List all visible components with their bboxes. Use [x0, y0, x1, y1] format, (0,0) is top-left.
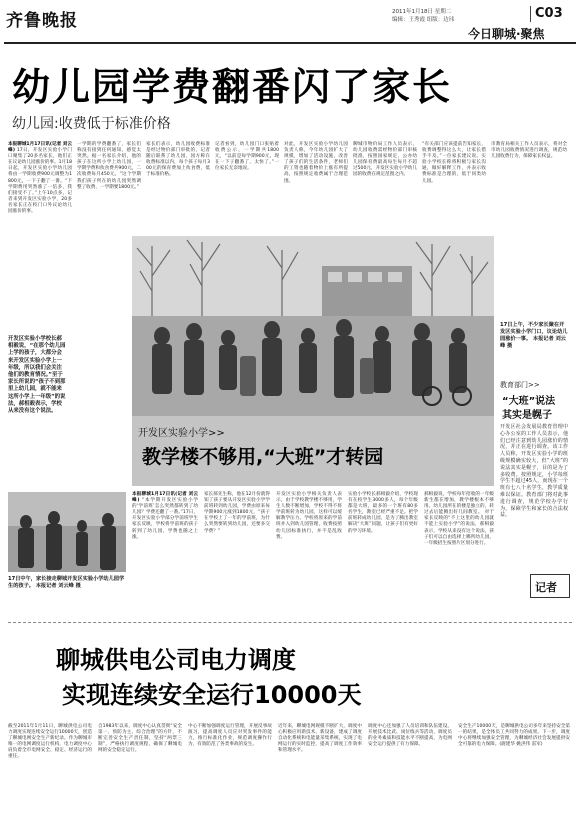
article1-subtitle: 幼儿园:收费低于标准价格	[12, 116, 171, 132]
article2-col-4-text: 实验小学校长郝相毅介绍，学校现有在校学生3000多人，每个年级都是大班，最多的一个班有80多名学生，教室已经严重不足。把学前班转成幼儿园，是为了腾出教室解决“大班”问题，让孩子们有更好的学习环境。	[348, 492, 418, 534]
article3-col-5	[368, 724, 452, 816]
photo1-caption	[500, 322, 568, 372]
article3-col-6-text: 安全生产10000天，是聊城供电公司多年来坚持安全第一的结果，是全体员工共同努力的成果。下一步，调度中心将继续加强安全管理，为聊城经济社会发展提供安全可靠的电力保障。(鹿建华 姚洪伟 雷军)	[458, 724, 570, 748]
sidebar-title-line1: “大班”说法	[502, 396, 556, 407]
vertical-divider	[530, 6, 531, 22]
article3-col-1-text: 截至2011年1月11日，聊城供电公司电力调度实现连续安全运行10000天，创造了聊城电网安全生产新纪录。作为聊城市唯一的电网调度运行机构，电力调度中心肩负着全市电网安全、稳定、经济运行的重任。	[8, 724, 92, 760]
article3-col-4	[278, 724, 362, 816]
photo-parents-pickup	[8, 492, 126, 572]
article1-col-1	[8, 142, 72, 302]
article1-col-8	[491, 142, 567, 232]
article1-col-7-text: “有关部门应该提前告知家长，收费调整得这么大，让家长措手不及。”一位家长建议说。实验小学校长称将积极与家长沟通，做好解释工作，并表示收费标准是合理的，低于同类幼儿园。	[422, 142, 486, 184]
editor-line: 编辑：王秀霞 组版：边玮	[392, 17, 455, 23]
photo-pickup-illustration	[8, 492, 126, 572]
article2-col-5-text: 郝相毅说，学校每年招收的一年级新生都在增加，教学楼根本不够用。幼儿园所在的楼是独立的，转过去后能腾出好几间教室。	[424, 492, 494, 516]
article2-byline: 本报聊城1月17日讯(记者 刘云峰)	[132, 492, 198, 504]
article3-col-2	[98, 724, 182, 816]
section-title: 今日聊城·聚焦	[468, 27, 545, 41]
article3-col-2-text: 自1983年以来，调度中心认真贯彻“安全第一、预防为主、综合治理”的方针，不断完善安全生产责任制，坚持“两票三制”，严格执行调度规程，确保了聊城电网的安全稳定运行。	[98, 724, 182, 754]
article1-col-5-text: 对此，开发区实验小学幼儿园负责人称，今年幼儿园扩大了规模，增加了活动设施，改善了孩子们的生活条件，老师们的工资也随着物价上涨有所提高，按照规定收费属于合理范围。	[284, 142, 348, 184]
article2-col-1	[132, 492, 198, 608]
article1-col-3	[146, 142, 210, 232]
newspaper-logo: 齐鲁晚报	[6, 11, 78, 31]
sidebar-heading: 教育部门>>	[500, 381, 540, 389]
photo-parents-at-school-gate	[132, 236, 494, 416]
page-number: C03	[535, 6, 563, 21]
reporter-badge-label: 记者	[535, 581, 557, 594]
article2-col-6-text: 对于家长反映的“不上这里的幼儿园就不能上实验小学”的说法，郝相毅表示，学校从来没有这个说法，孩子们可以自由选择上哪所幼儿园，一年级招生按照片区划分进行。	[424, 510, 494, 546]
date-line: 2011年1月18日 星期二	[392, 9, 452, 15]
article2-col-5	[424, 492, 494, 608]
masthead-rule	[4, 42, 576, 44]
article1-col-4	[215, 142, 279, 232]
masthead	[0, 0, 580, 42]
photo-scene-illustration	[132, 236, 494, 416]
reporter-badge	[530, 574, 570, 598]
article2-col-1-text: “本学期开发区实验小学的‘学前班’怎么突然都转到了幼儿园？学费还翻了一番。”17日，开发区实验小学部分学前班学生家长反映，学校将学前班的孩子转到了幼儿园，学费也随之上涨。	[132, 498, 199, 540]
photo3-caption	[8, 576, 126, 616]
article2-col-2-text: 家长郝先生称，他在12月份就得知了孩子要从开发区实验小学学前班转到幼儿园，学费由原来每学期900元涨到1800元，“孩子在学校上了一年的学前班，为什么突然要转到幼儿园，还要多交学费？”	[204, 492, 270, 534]
article3-col-3	[188, 724, 272, 816]
article3-col-5-text: 调度中心还加强了人员培训和队伍建设，开展技术比武、岗位练兵等活动，调度员的业务素质和技能水平不断提高，为电网安全运行提供了有力保障。	[368, 724, 452, 748]
article1-col-2-text: 一学期的学费翻番了，家长们称没有接到任何通知，感觉太突然。据一名家长介绍，他的孩子在这所小学上幼儿园，一学期学费和伙食费共900元，二次收费每月450元。“这个学期我们孩子所在的幼儿园突然调整了收费，一学期要1800元。”	[77, 142, 141, 190]
sidebar-title-line2: 其实是幌子	[502, 410, 552, 421]
section-divider	[8, 622, 572, 623]
article1-title: 幼儿园学费翻番闪了家长	[12, 65, 453, 109]
article2-kicker: 开发区实验小学>>	[138, 428, 225, 439]
photo3-caption-text: 17日中午，家长接走聊城开发区实验小学幼儿园学生的孩子。 本报记者 刘云峰 摄	[8, 576, 125, 589]
article1-col-6-text: 聊城市物价局工作人员表示，幼儿园收费需经物价部门审核批准，按照国家规定，公办幼儿园保育费最高每生每月不超过500元，开发区实验小学幼儿园的收费在规定范围之内。	[353, 142, 417, 178]
pull-quote	[8, 336, 66, 415]
article1-col-6	[353, 142, 417, 232]
article3-col-4-text: 近年来，聊城电网规模不断扩大，调度中心积极应用新技术、新设备，建成了调度自动化系统和电能量采集系统，实现了电网运行的实时监控，提高了调度工作效率和管理水平。	[278, 724, 362, 754]
sidebar-body-text: 开发区社会发展局教育管理中心办公室的工作人员表示，他们已经注意到幼儿园涨价的情况，并正在进行调查。该工作人员称，开发区实验小学的班级规模确实较大，但“大班”的说法其实是幌子，目的是为了多收费。按照规定，小学每班学生不超过45人，而现在一个班有七八十名学生，教学质量难以保证。教育部门将对此事进行调查，规范学校办学行为，保障学生和家长的合法权益。	[500, 424, 568, 519]
pull-quote-text: 开发区实验小学校长郝相毅说，“在那个幼儿园上学的孩子，大都分会来开发区实验小学上一年级，所以我们会关注他们的教育情况。”至于家长所说的“孩子不到那里上幼儿园，就不能来这所小学上一年级”的说法，郝相毅表示，学校从来没有这个说法。	[8, 336, 66, 415]
article2-title: 教学楼不够用,“大班”才转园	[142, 446, 384, 468]
article1-col-7	[422, 142, 486, 232]
sidebar-body	[500, 424, 568, 574]
article1-col-2	[77, 142, 141, 232]
article1-col-4-text: 记者看到，幼儿园门口张贴着收费公示，一学期共1800元，“以前是每学期900元，现在一下子翻番了，太快了。”一位家长无奈地说。	[215, 142, 279, 172]
article2-col-3-text: 开发区实验小学相关负责人表示，由于学校教学楼不够用，学生人数不断增加，学校不得不将学前班转为幼儿园，这样可以缓解教学压力。学校将原来的学前班并入到幼儿园管理，收费按照幼儿园标准执行，并不是乱收费。	[276, 492, 342, 540]
photo1-caption-text: 17日上午，不少家长聚在开发区实验小学门口，议论幼儿园涨价一事。 本报记者 刘云峰 摄	[500, 322, 568, 349]
article2-col-4	[348, 492, 418, 608]
article3-title-line2: 实现连续安全运行10000天	[62, 681, 362, 709]
article1-col-5	[284, 142, 348, 232]
article1-col-8-text: 市教育局相关工作人员表示，将对全市幼儿园收费情况进行调查，规范幼儿园收费行为，保障家长权益。	[491, 142, 567, 160]
article1-col-1-text: 17日，开发区实验小学门口聚集了20多名家长，他们正在议论幼儿园涨价的事。1月18日起，开发区实验小学幼儿园将由一学期收费900元调整为1800元，一下子翻了一番。“下学期费用突然涨了一倍多，我们接受不了。”上午10点多，记者来到开发区实验小学，20多名家长正在校门口外议论幼儿园涨价的事。	[8, 148, 72, 215]
article3-col-3-text: 中心不断加强调度运行管理，开展反事故演习，提高调度人员应对突发事件的能力，推行标准化作业，规范调度操作行为，有效防范了各类事故的发生。	[188, 724, 272, 748]
article3-title-line1: 聊城供电公司电力调度	[56, 646, 296, 674]
article1-col-3-text: 家长们表示，幼儿园收费标准是经过物价部门审批的，记者随后联系了幼儿园，园方称在收费标准以内，每个孩子每月300元的保育费加上伙食费，低于标准价格。	[146, 142, 210, 178]
article2-col-3	[276, 492, 342, 608]
article3-col-1	[8, 724, 92, 816]
article3-col-6	[458, 724, 570, 816]
article2-col-2	[204, 492, 270, 608]
article1-byline: 本报聊城1月17日讯(记者 刘云峰)	[8, 142, 72, 154]
